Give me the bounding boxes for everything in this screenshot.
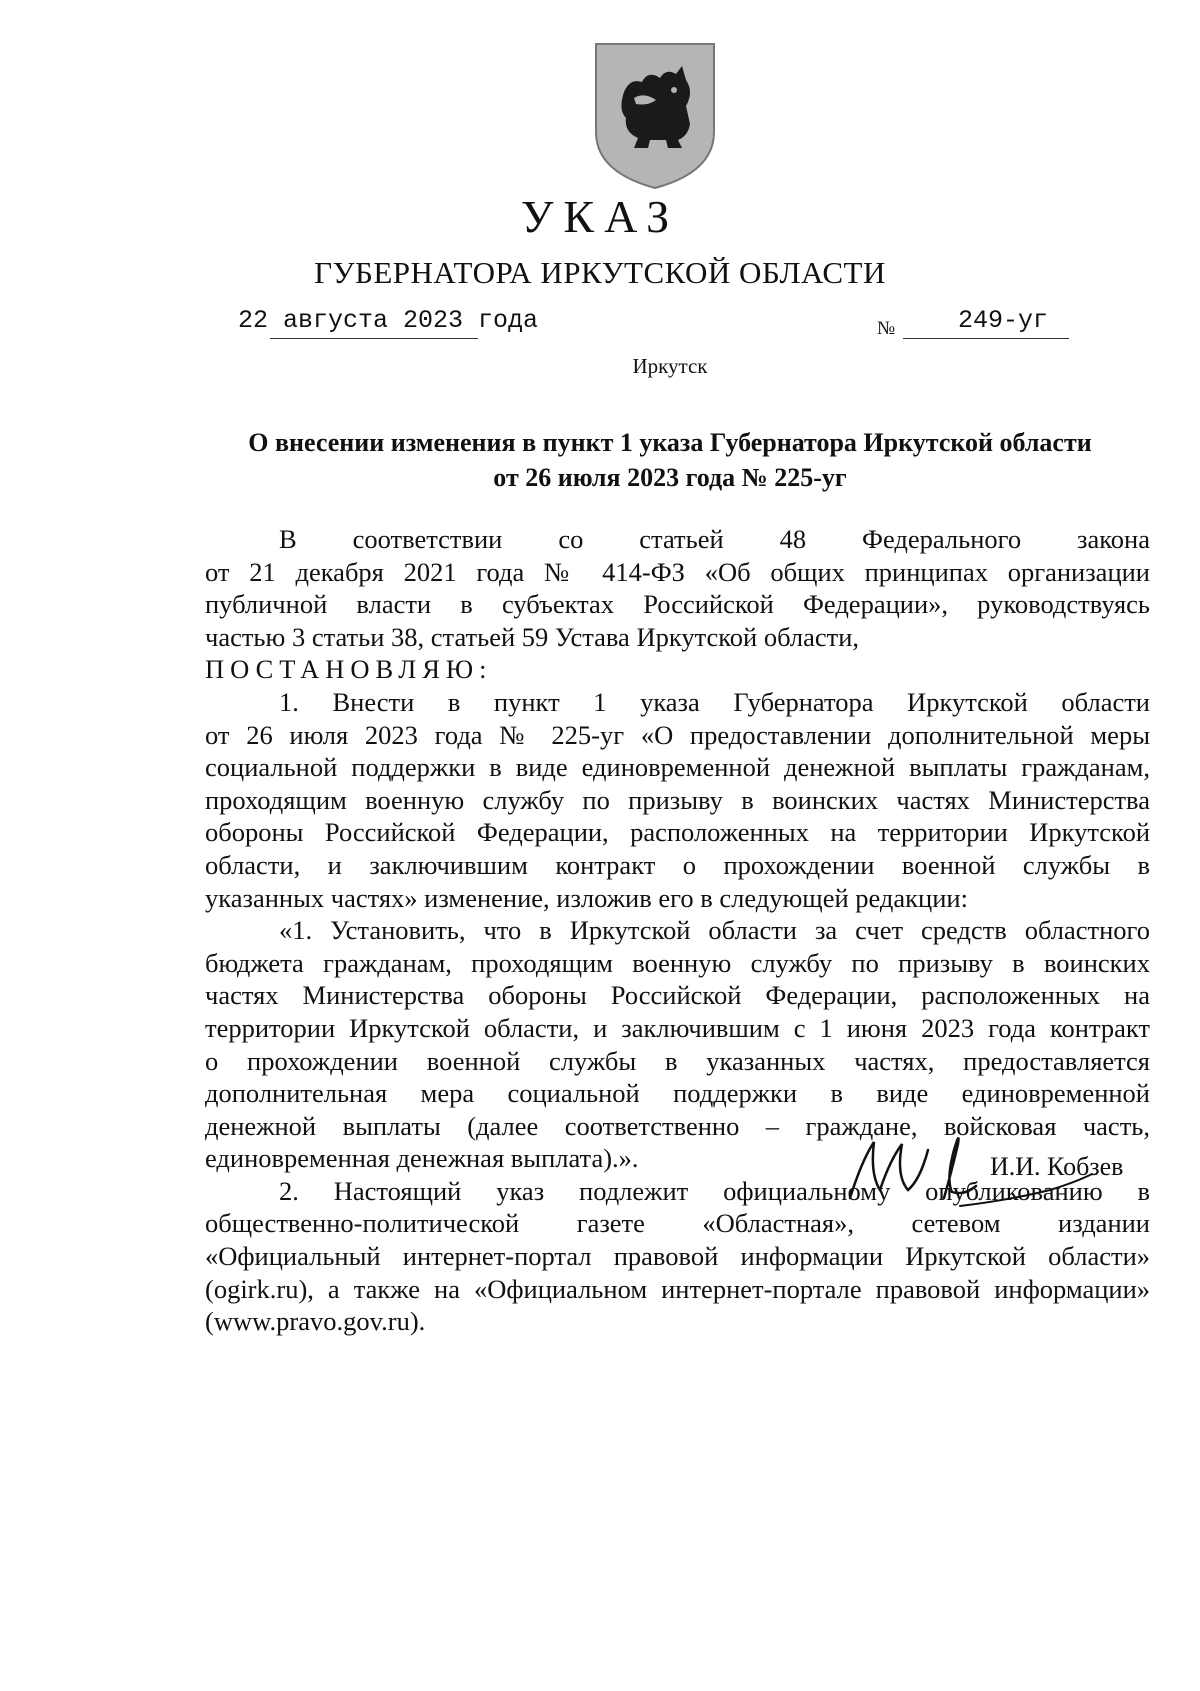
body-line: «1. Установить, что в Иркутской области за счет средств областного — [279, 915, 1150, 946]
heading-line: О внесении изменения в пункт 1 указа Губернатора Иркутской области — [248, 428, 1092, 457]
signatory-name: И.И. Кобзев — [990, 1152, 1124, 1181]
city-name: Иркутск — [632, 354, 708, 378]
body-line: от 26 июля 2023 года № 225-уг «О предоставлении дополнительной меры — [205, 719, 1150, 750]
body-line: о прохождении военной службы в указанных частях, предоставляется — [205, 1045, 1150, 1076]
body-line: частью 3 статьи 38, статьей 59 Устава Иркутской области, — [205, 621, 860, 652]
body-line: единовременная денежная выплата).». — [205, 1143, 639, 1174]
decree-number: 249-уг — [958, 306, 1049, 335]
body-line: бюджета гражданам, проходящим военную службу по призыву в воинских — [205, 947, 1150, 978]
body-line: (www.pravo.gov.ru). — [205, 1306, 426, 1337]
body-line: частях Министерства обороны Российской Федерации, расположенных на — [205, 980, 1150, 1011]
number-sign: № — [877, 318, 896, 339]
document-title: УКАЗ — [520, 191, 680, 242]
coat-of-arms-icon — [590, 40, 720, 190]
heading-line: от 26 июля 2023 года № 225-уг — [493, 463, 847, 492]
body-line: денежной выплаты (далее соответственно – граждане, войсковая часть, — [205, 1110, 1150, 1141]
body-line: социальной поддержки в виде единовременной денежной выплаты гражданам, — [205, 752, 1150, 783]
body-line: В соответствии со статьей 48 Федерального закона — [279, 524, 1150, 554]
body-line: публичной власти в субъектах Российской Федерации», руководствуясь — [205, 589, 1150, 620]
body-line: 1. Внести в пункт 1 указа Губернатора Иркутской области — [279, 686, 1150, 717]
body-line: проходящим военную службу по призыву в воинских частях Министерства — [205, 784, 1150, 815]
decree-word: ПОСТАНОВЛЯЮ: — [205, 654, 493, 685]
document-subtitle: ГУБЕРНАТОРА ИРКУТСКОЙ ОБЛАСТИ — [314, 255, 886, 290]
body-line: общественно-политической газете «Областная», сетевом издании — [205, 1208, 1150, 1239]
body-line: (ogirk.ru), а также на «Официальном интернет-портале правовой информации» — [205, 1273, 1150, 1304]
body-line: обороны Российской Федерации, расположенных на территории Иркутской — [205, 817, 1150, 848]
body-line: области, и заключившим контракт о прохождении военной службы в — [205, 849, 1150, 880]
body-line: от 21 декабря 2021 года № 414-ФЗ «Об общих принципах организации — [205, 556, 1150, 587]
decree-date: 22 августа 2023 года — [238, 306, 539, 335]
body-line: указанных частях» изменение, изложив его в следующей редакции: — [205, 882, 968, 913]
decree-heading — [190, 425, 1150, 495]
body-line: территории Иркутской области, и заключившим с 1 июня 2023 года контракт — [205, 1012, 1150, 1043]
date-underline — [270, 338, 478, 339]
body-line: 2. Настоящий указ подлежит официальному опубликованию в — [279, 1175, 1150, 1206]
body-line: «Официальный интернет-портал правовой информации Иркутской области» — [205, 1241, 1150, 1272]
body-line: дополнительная мера социальной поддержки в виде единовременной — [205, 1078, 1150, 1109]
number-underline — [903, 338, 1069, 339]
